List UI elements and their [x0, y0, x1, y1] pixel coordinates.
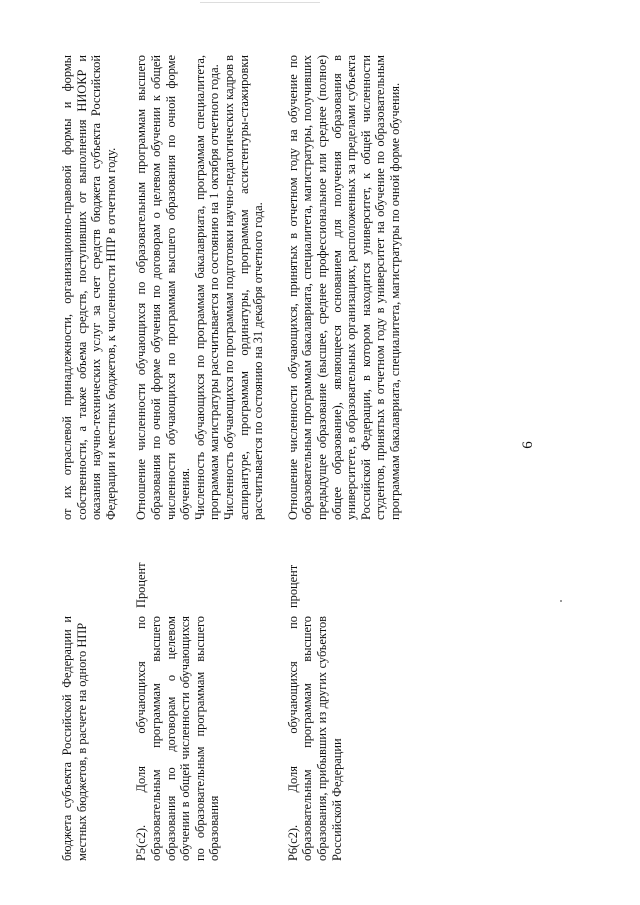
description-paragraph: Численность обучающихся по программам бакалавриата, программам специалитета, программам магистратуры рассчитывается по состоянию на 1 октября отчетного года. — [192, 55, 222, 520]
table-row — [60, 51, 134, 865]
indicator-name — [134, 612, 285, 865]
scan-speck — [560, 600, 562, 602]
indicator-unit — [60, 524, 134, 612]
indicator-name-text: бюджета субъекта Российской Федерации и местных бюджетов, в расчете на одного НПР — [60, 616, 89, 861]
description-paragraph: от их отраслевой принадлежности, организационно-правовой формы и формы собственности, а также объема средств, поступивших от выполнения НИОКР и оказания научно-технических услуг за счет средств бюджета субъекта Российской Федерации и местных бюджетов, к численности НПР в отчетном году. — [60, 55, 118, 520]
indicator-name-text: P6(c2). Доля обучающихся по образовательным программам высшего образования, прибывших из других субъектов Российской Федерации — [285, 616, 344, 861]
scan-speck — [200, 2, 320, 3]
indicator-description — [286, 51, 407, 524]
page-number: 6 — [520, 441, 536, 449]
table-row — [134, 51, 285, 865]
indicator-unit: процент — [285, 564, 300, 608]
indicator-name — [286, 612, 407, 865]
indicator-unit: Процент — [134, 562, 149, 608]
description-paragraph: Отношение численности обучающихся по образовательным программам высшего образования по очной форме обучения по договорам о целевом обучении к общей численности обучающихся по программам высшего образования по очной форме обучения. — [134, 55, 193, 520]
indicator-description — [134, 51, 285, 524]
indicator-table — [60, 51, 406, 865]
table-row — [286, 51, 407, 865]
indicator-description — [60, 51, 134, 524]
description-paragraph: Отношение численности обучающихся, принятых в отчетном году на обучение по образовательным программам бакалавриата, специалитета, магистратуры, получивших предыдущее образование (высшее, среднее профессиональное или среднее (полное) общее образование), являющееся основанием для получения образования в университете, в образовательных организациях, расположенных за пределами субъекта Российской Федерации, в котором находится университет, к общей численности студентов, принятых в отчетном году в университет на обучение по образовательным программам бакалавриата, специалитета, магистратуры по очной форме обучения. — [285, 55, 402, 520]
description-paragraph: Численность обучающихся по программам подготовки научно-педагогических кадров в аспирантуре, программам ординатуры, программам ассистентуры-стажировки рассчитывается по состоянию на 31 декабря отчетного года. — [221, 55, 266, 520]
indicator-name — [60, 612, 134, 865]
indicator-name-text: P5(c2). Доля обучающихся по образовательным программам высшего образования по договорам о целевом обучении в общей численности обучающихся по образовательным программам высшего образования — [134, 616, 222, 861]
